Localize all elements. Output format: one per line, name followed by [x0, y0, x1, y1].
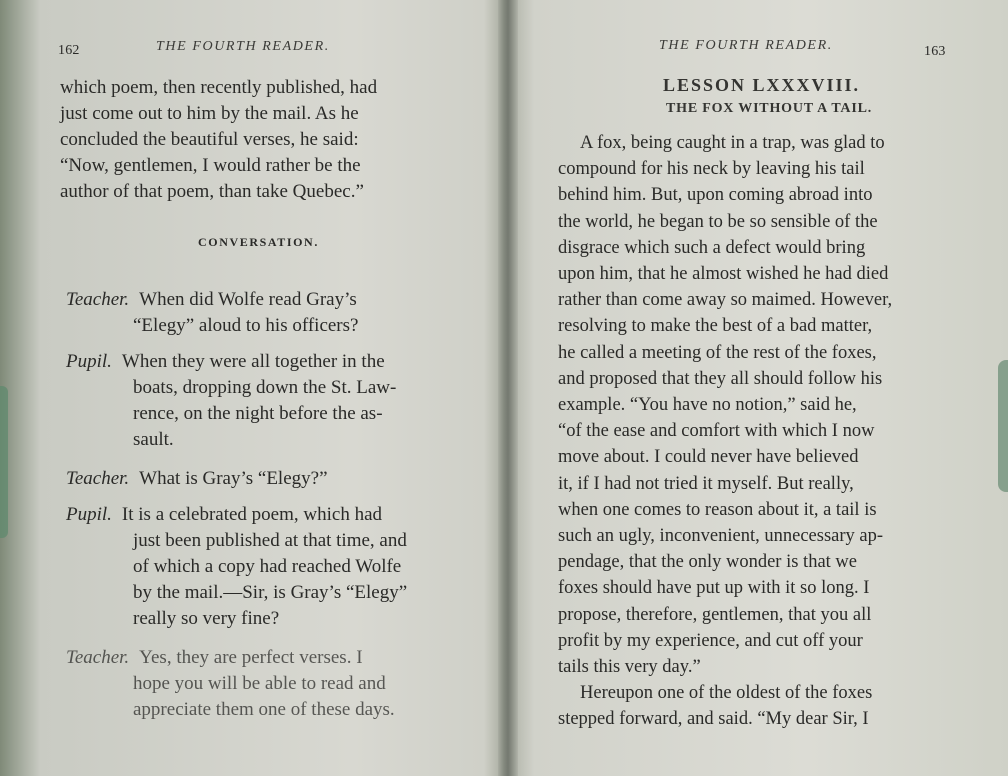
body-line: behind him. But, upon coming abroad into [558, 185, 873, 206]
dialogue-entry [66, 287, 466, 339]
body-line: foxes should have put up with it so long. I [558, 578, 870, 599]
dialogue-line: “Elegy” aloud to his officers? [133, 315, 359, 336]
dialogue-entry [66, 466, 466, 492]
body-line: when one comes to reason about it, a tail is [558, 499, 877, 520]
body-line: tails this very day.” [558, 657, 701, 678]
body-line: upon him, that he almost wished he had died [558, 264, 889, 285]
dialogue-line: Yes, they are perfect verses. I [139, 647, 363, 668]
body-line: compound for his neck by leaving his tail [558, 159, 865, 180]
left-intro-line: just come out to him by the mail. As he [60, 103, 359, 124]
dialogue-line: rence, on the night before the as- [133, 403, 383, 424]
left-page-edge-marker [0, 386, 8, 538]
dialogue-entry [66, 349, 466, 453]
left-intro-text [60, 75, 456, 205]
dialogue-line: just been published at that time, and [133, 530, 407, 551]
dialogue-line: sault. [133, 429, 174, 450]
dialogue-line: It is a celebrated poem, which had [121, 504, 383, 525]
dialogue-line: really so very fine? [133, 608, 280, 629]
body-line: he called a meeting of the rest of the foxes, [558, 342, 877, 363]
right-page-text [558, 130, 950, 733]
right-page-edge-marker [998, 360, 1008, 492]
dialogue-line: What is Gray’s “Elegy?” [139, 468, 328, 489]
body-line: pendage, that the only wonder is that we [558, 552, 857, 573]
body-line: stepped forward, and said. “My dear Sir, I [558, 709, 869, 730]
dialogue-line: When did Wolfe read Gray’s [139, 289, 357, 310]
left-page-number: 162 [58, 43, 80, 58]
speaker-label: Pupil. [66, 351, 112, 372]
body-line: “of the ease and comfort with which I now [558, 421, 875, 442]
body-line: Hereupon one of the oldest of the foxes [580, 683, 873, 704]
body-line: it, if I had not tried it myself. But really, [558, 473, 854, 494]
dialogue-line: boats, dropping down the St. Law- [133, 377, 397, 398]
dialogue-line: When they were all together in the [121, 351, 385, 372]
left-intro-line: “Now, gentlemen, I would rather be the [60, 155, 361, 176]
body-line: example. “You have no notion,” said he, [558, 395, 857, 416]
body-line: rather than come away so maimed. However, [558, 290, 893, 311]
dialogue-entry [66, 645, 466, 723]
body-line: the world, he began to be so sensible of the [558, 211, 878, 232]
speaker-label: Teacher. [66, 468, 130, 489]
body-line: move about. I could never have believed [558, 447, 859, 468]
right-page-number: 163 [924, 44, 946, 59]
dialogue-line: appreciate them one of these days. [133, 699, 395, 720]
body-line: profit by my experience, and cut off your [558, 630, 863, 651]
dialogue-line: hope you will be able to read and [133, 673, 386, 694]
dialogue-line: by the mail.—Sir, is Gray’s “Elegy” [133, 582, 408, 603]
right-running-head: THE FOURTH READER. [659, 38, 833, 53]
left-intro-line: concluded the beautiful verses, he said: [60, 129, 359, 150]
body-line: A fox, being caught in a trap, was glad to [580, 133, 885, 153]
body-line: such an ugly, inconvenient, unnecessary ap- [558, 526, 884, 547]
lesson-subtitle: THE FOX WITHOUT A TAIL. [666, 101, 873, 116]
dialogue-line: of which a copy had reached Wolfe [133, 556, 402, 577]
speaker-label: Teacher. [66, 647, 130, 668]
speaker-label: Pupil. [66, 504, 112, 525]
dialogue-entry [66, 502, 466, 632]
left-intro-line: author of that poem, than take Quebec.” [60, 181, 364, 202]
body-line: and proposed that they all should follow his [558, 368, 883, 389]
left-running-head: THE FOURTH READER. [156, 39, 330, 54]
body-line: disgrace which such a defect would bring [558, 237, 866, 258]
body-line: resolving to make the best of a bad matter, [558, 316, 873, 337]
speaker-label: Teacher. [66, 289, 130, 310]
book-gutter [498, 0, 518, 776]
conversation-title: CONVERSATION. [198, 235, 319, 249]
lesson-title: LESSON LXXXVIII. [663, 75, 861, 95]
left-intro-line: which poem, then recently published, had [60, 77, 378, 98]
body-line: propose, therefore, gentlemen, that you all [558, 604, 872, 625]
